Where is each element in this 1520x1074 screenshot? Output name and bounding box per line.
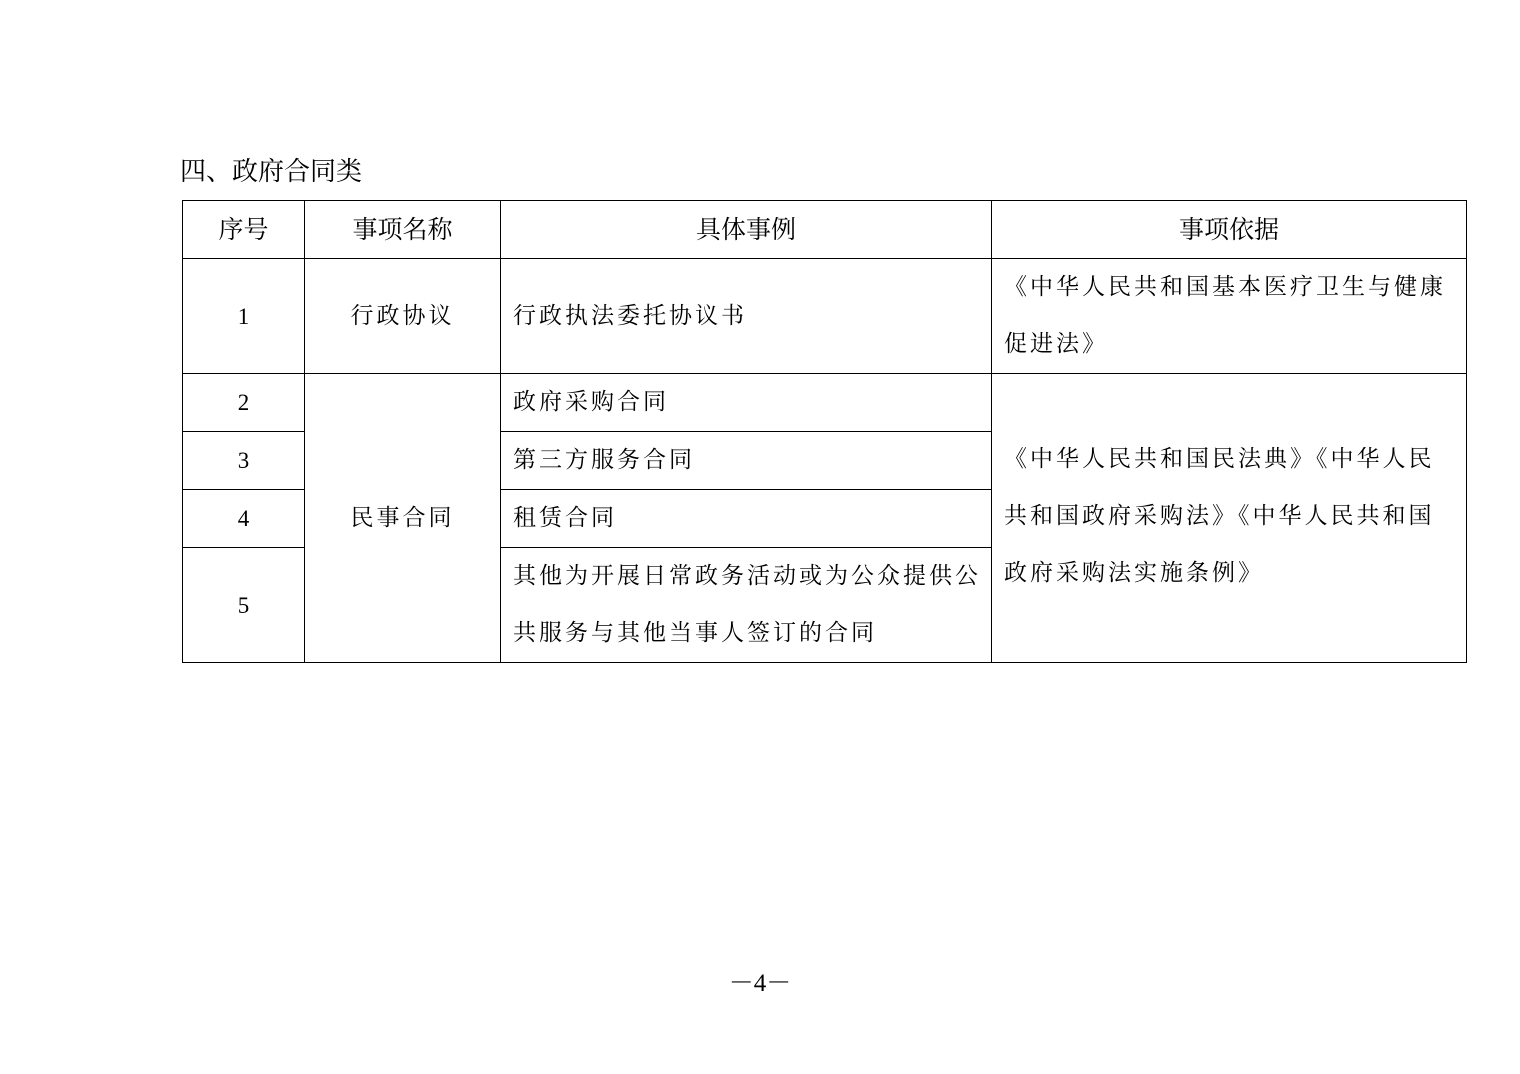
row-index: 5 xyxy=(183,548,305,663)
row-example: 政府采购合同 xyxy=(501,374,992,432)
row-item-name: 行政协议 xyxy=(305,259,501,374)
header-index: 序号 xyxy=(183,201,305,259)
row-index: 3 xyxy=(183,432,305,490)
header-basis: 事项依据 xyxy=(992,201,1467,259)
section-title: 四、政府合同类 xyxy=(180,157,363,187)
row-index: 4 xyxy=(183,490,305,548)
header-examples: 具体事例 xyxy=(501,201,992,259)
row-basis: 《中华人民共和国民法典》《中华人民共和国政府采购法》《中华人民共和国政府采购法实施条例》 xyxy=(992,374,1467,663)
row-index: 1 xyxy=(183,259,305,374)
row-basis: 《中华人民共和国基本医疗卫生与健康促进法》 xyxy=(992,259,1467,374)
table-row xyxy=(183,374,1467,432)
page-number: －4－ xyxy=(728,970,792,997)
header-item-name: 事项名称 xyxy=(305,201,501,259)
row-example: 行政执法委托协议书 xyxy=(501,259,992,374)
row-example: 租赁合同 xyxy=(501,490,992,548)
table-row xyxy=(183,259,1467,374)
row-example: 第三方服务合同 xyxy=(501,432,992,490)
row-example: 其他为开展日常政务活动或为公众提供公共服务与其他当事人签订的合同 xyxy=(501,548,992,663)
row-item-name: 民事合同 xyxy=(305,374,501,663)
contracts-table xyxy=(182,200,1467,663)
row-index: 2 xyxy=(183,374,305,432)
table-header-row xyxy=(183,201,1467,259)
